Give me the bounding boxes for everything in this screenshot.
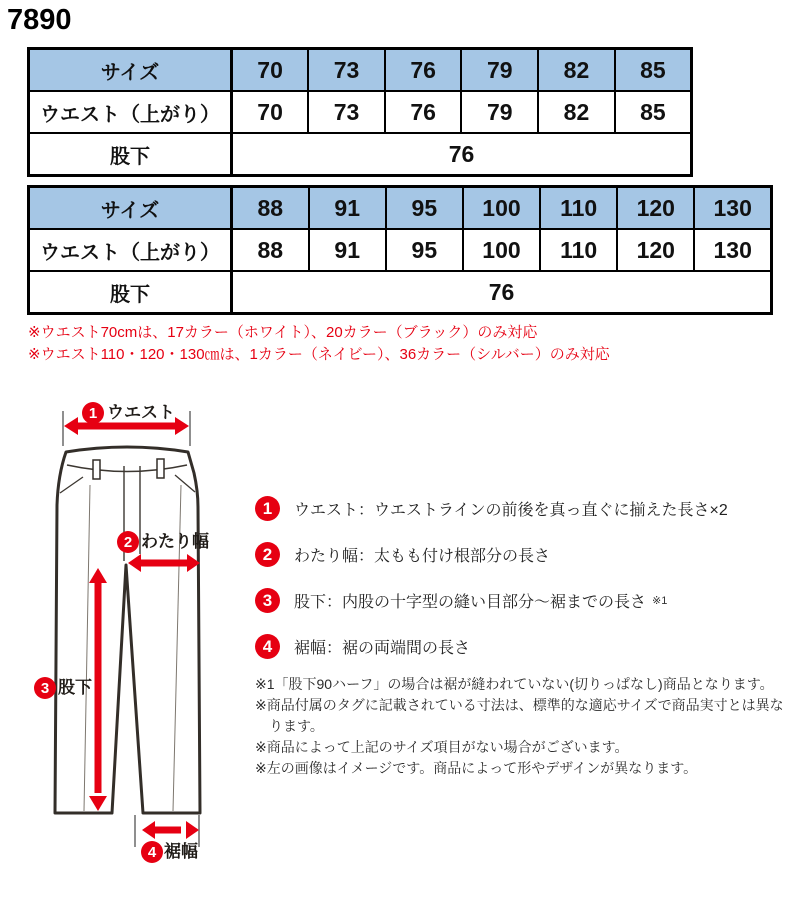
size-header-cell: 79 bbox=[461, 49, 538, 92]
size-header-cell: 91 bbox=[309, 187, 386, 230]
size-header-cell: 130 bbox=[694, 187, 771, 230]
size-header-cell: 120 bbox=[617, 187, 694, 230]
size-header-cell: 110 bbox=[540, 187, 617, 230]
diagram-number-badge-waist: 1 bbox=[82, 402, 104, 424]
size-header-cell: 76 bbox=[385, 49, 462, 92]
diagram-label-thigh: わたり幅 bbox=[141, 532, 209, 551]
pants-drawing bbox=[40, 395, 260, 880]
waist-value-cell: 110 bbox=[540, 229, 617, 271]
size-header-cell: 100 bbox=[463, 187, 540, 230]
size-table-small-sizes bbox=[27, 47, 693, 177]
size-header-cell: 85 bbox=[615, 49, 692, 92]
legend-number-badge: 3 bbox=[255, 588, 280, 613]
legend-item bbox=[255, 588, 728, 613]
size-header-cell: 70 bbox=[232, 49, 309, 92]
color-note-line: ※ウエスト110・120・130㎝は、1カラー（ネイビー）、36カラー（シルバー）のみ対応 bbox=[28, 346, 610, 363]
disclaimer-notes bbox=[255, 674, 795, 779]
waist-value-cell: 82 bbox=[538, 91, 615, 133]
product-code: 7890 bbox=[7, 4, 72, 36]
hem-width-arrow bbox=[153, 827, 181, 834]
legend-item-footnote-ref: ※1 bbox=[652, 595, 668, 607]
waist-value-cell: 70 bbox=[232, 91, 309, 133]
inseam-row-label: 股下 bbox=[29, 271, 232, 314]
legend-number-badge: 1 bbox=[255, 496, 280, 521]
color-note-line: ※ウエスト70cmは、17カラー（ホワイト）、20カラー（ブラック）のみ対応 bbox=[28, 324, 538, 341]
waist-value-cell: 76 bbox=[385, 91, 462, 133]
waist-value-cell: 91 bbox=[309, 229, 386, 271]
inseam-value-cell: 76 bbox=[232, 271, 772, 314]
measurement-legend bbox=[255, 496, 728, 680]
disclaimer-note-line: ※商品付属のタグに記載されている寸法は、標準的な適応サイズで商品実寸とは異なります。 bbox=[255, 697, 784, 734]
diagram-label-hem: 裾幅 bbox=[164, 842, 198, 861]
size-header-label: サイズ bbox=[29, 187, 232, 230]
pants-outline bbox=[55, 447, 200, 813]
diagram-number-badge-hem: 4 bbox=[141, 841, 163, 863]
size-header-cell: 95 bbox=[386, 187, 463, 230]
pants-measurement-diagram bbox=[40, 395, 260, 880]
size-header-label: サイズ bbox=[29, 49, 232, 92]
waist-value-cell: 100 bbox=[463, 229, 540, 271]
size-header-cell: 73 bbox=[308, 49, 385, 92]
disclaimer-note-line: ※左の画像はイメージです。商品によって形やデザインが異なります。 bbox=[255, 760, 698, 776]
inseam-value-cell: 76 bbox=[232, 133, 692, 176]
waist-value-cell: 79 bbox=[461, 91, 538, 133]
diagram-number-badge-thigh: 2 bbox=[117, 531, 139, 553]
disclaimer-note-line: ※1「股下90ハーフ」の場合は裾が縫われていない(切りっぱなし)商品となります。 bbox=[255, 676, 774, 692]
size-header-cell: 88 bbox=[232, 187, 309, 230]
waist-value-cell: 88 bbox=[232, 229, 309, 271]
legend-number-badge: 4 bbox=[255, 634, 280, 659]
belt-loop bbox=[93, 460, 100, 479]
waist-value-cell: 130 bbox=[694, 229, 771, 271]
legend-item-text: 裾幅：裾の両端間の長さ bbox=[294, 640, 471, 657]
disclaimer-note-line: ※商品によって上記のサイズ項目がない場合がございます。 bbox=[255, 739, 629, 755]
waist-value-cell: 73 bbox=[308, 91, 385, 133]
diagram-number-badge-inseam: 3 bbox=[34, 677, 56, 699]
legend-item-text: 股下：内股の十字型の縫い目部分〜裾までの長さ bbox=[294, 594, 647, 611]
waist-value-cell: 95 bbox=[386, 229, 463, 271]
size-table-large-sizes bbox=[27, 185, 773, 315]
legend-item bbox=[255, 542, 728, 567]
legend-item-text: ウエスト：ウエストラインの前後を真っ直ぐに揃えた長さ×2 bbox=[294, 502, 728, 519]
color-availability-notes bbox=[28, 322, 610, 366]
legend-item bbox=[255, 634, 728, 659]
belt-loop bbox=[157, 459, 164, 478]
waist-row-label: ウエスト（上がり） bbox=[29, 229, 232, 271]
diagram-label-inseam: 股下 bbox=[58, 678, 92, 697]
waist-value-cell: 85 bbox=[615, 91, 692, 133]
diagram-label-waist: ウエスト bbox=[107, 403, 175, 422]
legend-number-badge: 2 bbox=[255, 542, 280, 567]
waist-value-cell: 120 bbox=[617, 229, 694, 271]
waist-row-label: ウエスト（上がり） bbox=[29, 91, 232, 133]
inseam-arrow bbox=[95, 581, 102, 793]
inseam-row-label: 股下 bbox=[29, 133, 232, 176]
legend-item-text: わたり幅：太もも付け根部分の長さ bbox=[294, 548, 551, 565]
legend-item bbox=[255, 496, 728, 521]
thigh-width-arrow bbox=[139, 560, 189, 567]
size-header-cell: 82 bbox=[538, 49, 615, 92]
